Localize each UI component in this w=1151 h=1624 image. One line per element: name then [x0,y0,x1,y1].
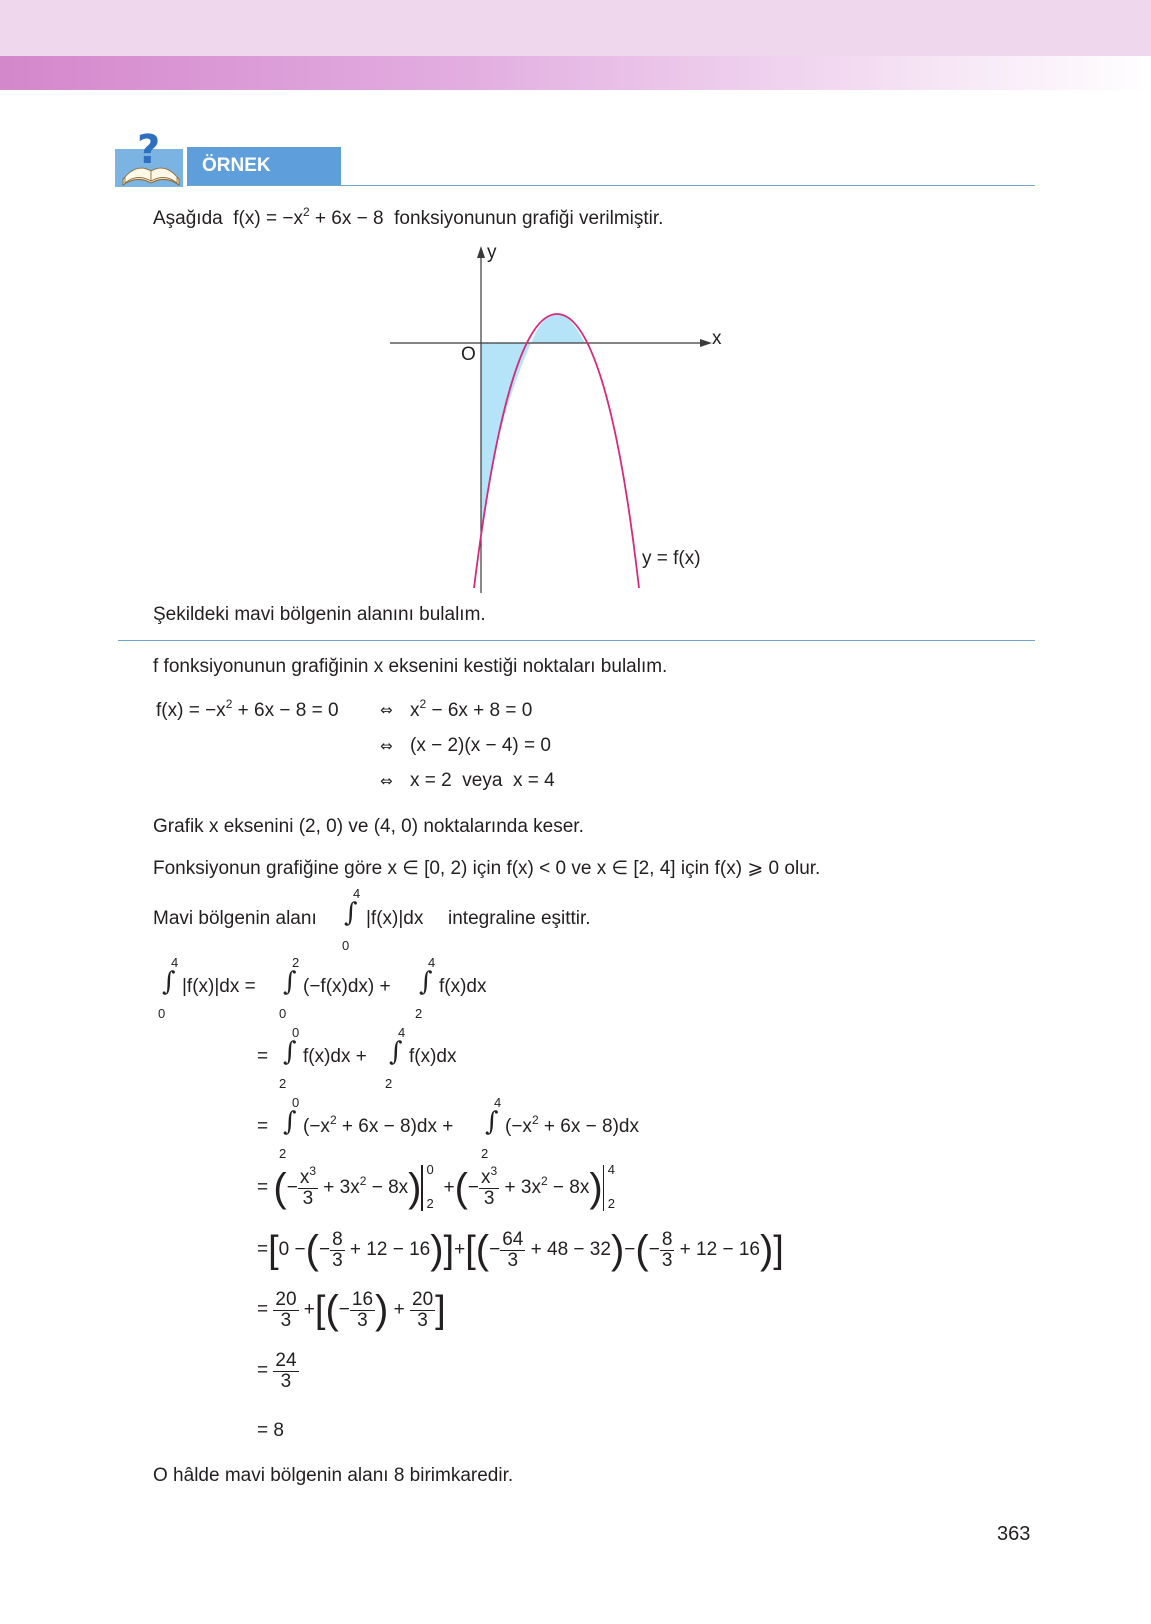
example-label: ÖRNEK [202,155,271,176]
integral-f: f(x)dx [409,1046,457,1067]
lower-limit: 2 [415,1006,423,1021]
intersection-statement: Grafik x eksenini (2, 0) ve (4, 0) noktalarında keser. [153,816,584,837]
origin-label: O [461,344,476,365]
integral-f-flipped: f(x)dx + [303,1046,367,1067]
integral-sign: ∫ [283,1037,297,1067]
y-axis-label: y [487,242,497,263]
integral-sign: ∫ [283,1107,297,1137]
equation-line-3: x = 2 veya x = 4 [410,770,555,791]
solution-intro: f fonksiyonunun grafiğinin x eksenini kestiği noktaları bulalım. [153,656,668,677]
shaded-region-above [531,314,585,343]
simplified-line: = $\frac{20}{3}$ + [ ( − $\frac{16}{3}$ ) + $\frac{20}{3}$ ] [257,1288,446,1332]
result-line: = 8 [257,1420,284,1441]
lower-limit: 2 [279,1146,287,1161]
upper-limit: 4 [428,955,436,970]
area-statement-prefix: Mavi bölgenin alanı [153,908,317,929]
integral-neg-f: (−f(x)dx) + [303,976,391,997]
integral-sign: ∫ [419,967,433,997]
page-number: 363 [997,1523,1031,1545]
function-graph [360,238,760,598]
integral-f: f(x)dx [439,976,487,997]
curve-label: y = f(x) [642,548,701,569]
eq-sign: = [257,1116,269,1137]
integral-sign: ∫ [389,1037,403,1067]
iff-symbol-2: ⇔ [380,737,393,755]
upper-limit: 2 [292,955,300,970]
shaded-region-below [481,343,531,538]
book-question-icon [115,123,189,191]
lower-limit: 0 [342,938,350,953]
question-text: Şekildeki mavi bölgenin alanını bulalım. [153,604,486,625]
svg-text:?: ? [137,127,161,173]
area-statement-suffix: integraline eşittir. [448,908,591,929]
lower-limit: 0 [158,1006,166,1021]
conclusion-text: O hâlde mavi bölgenin alanı 8 birimkaredir. [153,1465,514,1486]
evaluation-line: = [ 0 − ( − $\frac{8}{3}$ + 12 − 16 ) ] + [ ( − $\frac{64}{3}$ + 48 − 32 ) − ( − $\frac{8}{3}$ + 12 − 16 ) ] [257,1228,784,1272]
intro-text: Aşağıda $f(x) = -x^2 + 6x - 8$ fonksiyonunun grafiği verilmiştir. [153,205,664,229]
area-integrand: |f(x)|dx [366,908,424,929]
upper-limit: 4 [494,1095,502,1110]
integral-sign: ∫ [162,967,176,997]
lower-limit: 0 [279,1006,287,1021]
top-band [0,0,1151,56]
question-rule [118,640,1035,641]
upper-limit: 4 [398,1025,406,1040]
equation-line-1-right: $x^2 - 6x + 8 = 0$ [410,697,533,721]
integral-polynomial-2: $(-x^2 + 6x - 8)dx$ [505,1113,639,1137]
sign-statement: Fonksiyonun grafiğine göre x ∈ [0, 2) için f(x) < 0 ve x ∈ [2, 4] için f(x) ⩾ 0 olur. [153,858,821,879]
upper-limit: 0 [292,1025,300,1040]
x-axis-label: x [712,328,722,349]
sum-line: = $\frac{24}{3}$ [257,1349,297,1392]
integral-sign: ∫ [344,898,358,928]
eq-sign: = [257,1046,269,1067]
integral-sign: ∫ [485,1107,499,1137]
upper-limit: 4 [171,955,179,970]
integral-polynomial-1: $(-x^2 + 6x - 8)dx$ + [303,1113,454,1137]
upper-limit: 0 [292,1095,300,1110]
upper-limit: 4 [353,886,361,901]
iff-symbol-3: ⇔ [380,772,393,790]
top-gradient-bar [0,56,1151,90]
equation-line-2: (x − 2)(x − 4) = 0 [410,735,551,756]
header-rule [190,185,1035,186]
lower-limit: 2 [481,1146,489,1161]
iff-symbol-1: ⇔ [380,701,393,719]
antiderivative-line: = ( − $\frac{x^3}{3}$ + $3x^2 - 8x$ ) 0 2 + ( − $\frac{x^3}{3}$ + $3x^2 - 8x$ ) 4 2 [257,1162,615,1211]
integral-abs-f: |f(x)|dx = [182,976,256,997]
lower-limit: 2 [385,1076,393,1091]
integral-sign: ∫ [283,967,297,997]
equation-line-1: $f(x) = -x^2 + 6x - 8 = 0$ [156,697,339,721]
lower-limit: 2 [279,1076,287,1091]
